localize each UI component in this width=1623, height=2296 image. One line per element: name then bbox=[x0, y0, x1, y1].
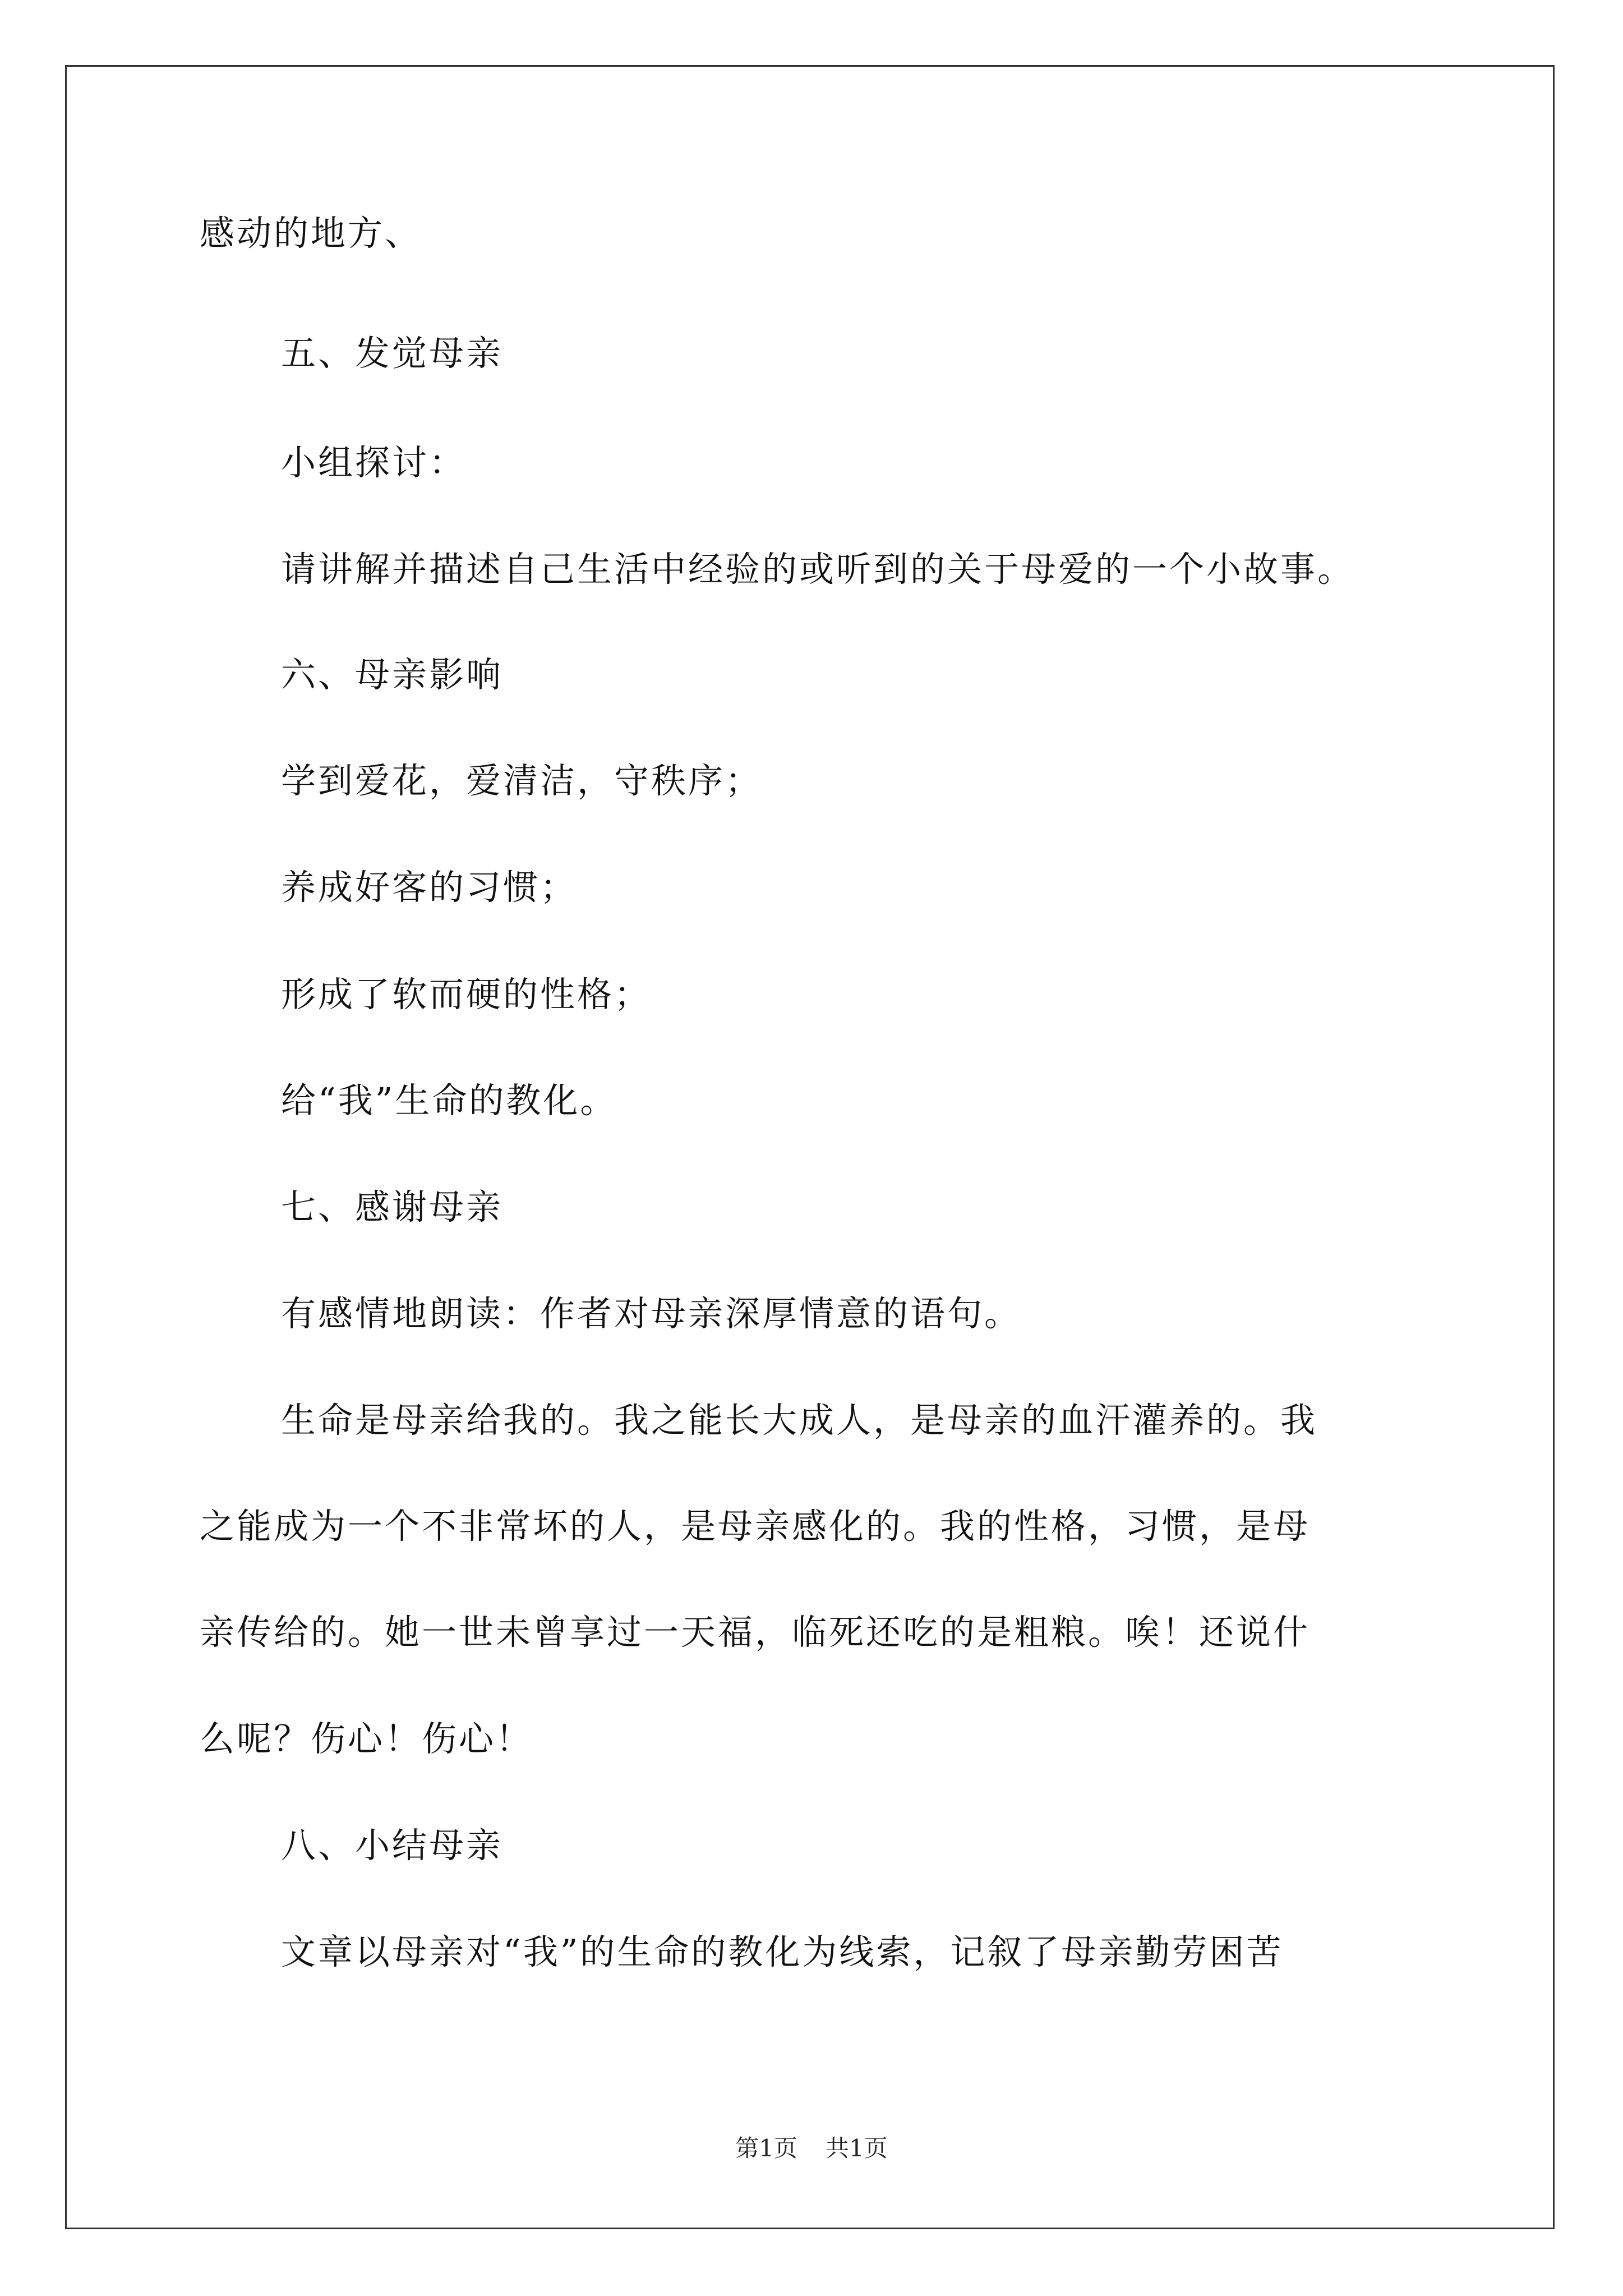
text-line: 么呢？伤心！伤心！ bbox=[200, 1718, 533, 1759]
page-border bbox=[65, 65, 1555, 2229]
text-line: 之能成为一个不非常坏的人，是母亲感化的。我的性格，习惯，是母 bbox=[200, 1506, 1311, 1547]
page-number-total: 共1页 bbox=[826, 2134, 888, 2162]
text-line: 给“我”生命的教化。 bbox=[281, 1080, 617, 1121]
text-line: 学到爱花，爱清洁，守秩序； bbox=[281, 760, 763, 801]
page-number-current: 第1页 bbox=[735, 2134, 797, 2162]
text-line: 小组探讨： bbox=[281, 442, 467, 483]
text-line: 文章以母亲对“我”的生命的教化为线索，记叙了母亲勤劳困苦 bbox=[281, 1931, 1284, 1972]
text-line: 生命是母亲给我的。我之能长大成人，是母亲的血汗灌养的。我 bbox=[281, 1400, 1318, 1441]
text-line: 亲传给的。她一世未曾享过一天福，临死还吃的是粗粮。唉！还说什 bbox=[200, 1612, 1311, 1653]
page-footer bbox=[0, 2132, 1623, 2165]
section-heading: 五、发觉母亲 bbox=[281, 333, 504, 374]
section-heading: 八、小结母亲 bbox=[281, 1825, 504, 1866]
section-heading: 六、母亲影响 bbox=[281, 654, 504, 695]
section-heading: 七、感谢母亲 bbox=[281, 1186, 504, 1227]
text-line: 有感情地朗读：作者对母亲深厚情意的语句。 bbox=[281, 1293, 1022, 1334]
text-line: 形成了软而硬的性格； bbox=[281, 974, 652, 1015]
text-line: 请讲解并描述自己生活中经验的或听到的关于母爱的一个小故事。 bbox=[281, 549, 1355, 590]
text-line: 感动的地方、 bbox=[200, 213, 422, 254]
text-line: 养成好客的习惯； bbox=[281, 867, 578, 908]
